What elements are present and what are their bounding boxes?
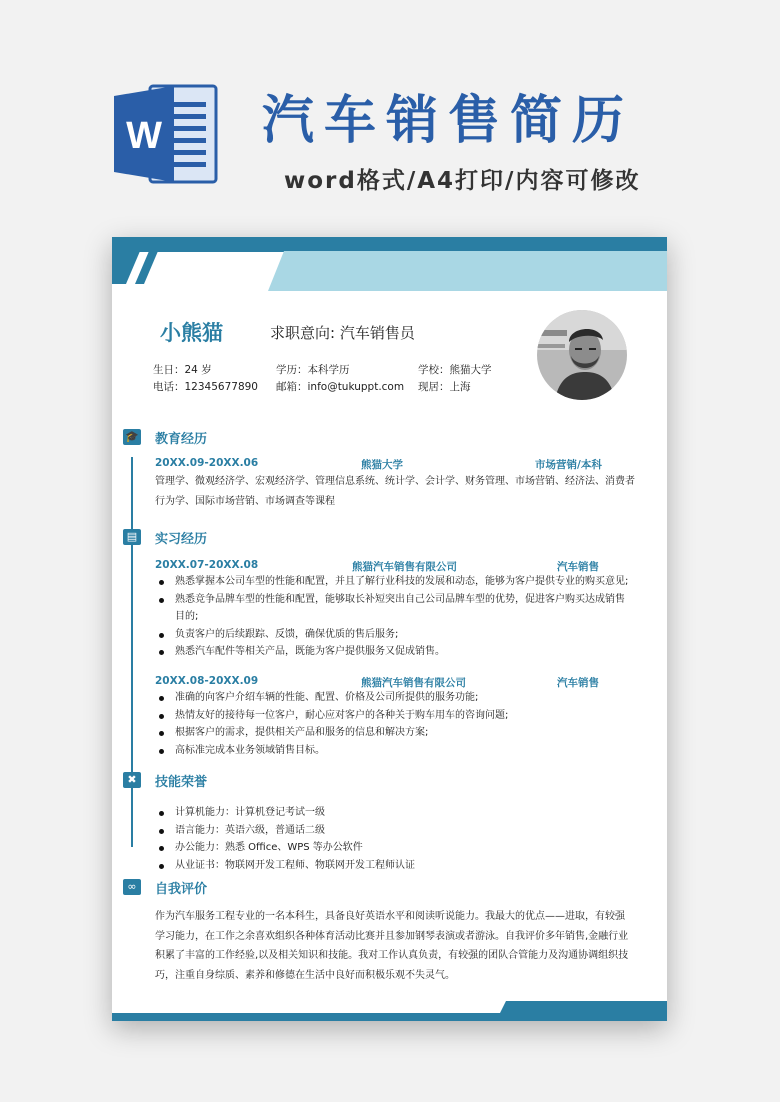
- graduation-cap-icon: 🎓: [123, 429, 141, 445]
- word-document-icon: [112, 80, 220, 188]
- list-item: 办公能力：熟悉 Office、WPS 等办公软件: [155, 839, 633, 857]
- list-item: 语言能力：英语六级，普通话二级: [155, 822, 633, 840]
- self-eval-text: 作为汽车服务工程专业的一名本科生，具备良好英语水平和阅读听说能力。我最大的优点——进取，有较强学习能力，在工作之余喜欢组织各种体育活动比赛并且参加钢琴表演或者游泳。自我评价多年销售,金融行业积累了丰富的工作经验,以及相关知识和技能。我对工作认真负责，有较强的团队合管能力及沟通协调组织技巧，注重自身综质、素养和修德在生活中良好而积极乐观不失灵气。: [155, 911, 629, 981]
- list-item: 负责客户的后续跟踪、反馈，确保优质的售后服务;: [155, 626, 633, 644]
- timeline-line: [131, 457, 133, 847]
- list-item: 计算机能力：计算机登记考试一级: [155, 804, 633, 822]
- education-section-title: 教育经历: [155, 432, 208, 447]
- school-info: 学校：熊猫大学: [418, 364, 492, 376]
- word-letter: W: [126, 115, 162, 157]
- tools-icon: ✖: [123, 772, 141, 788]
- education-school: 熊猫大学: [361, 459, 403, 471]
- list-item: 高标准完成本业务领域销售目标。: [155, 742, 633, 760]
- list-item: 熟悉汽车配件等相关产品，既能为客户提供服务又促成销售。: [155, 643, 633, 661]
- link-icon: ∞: [123, 879, 141, 895]
- job-role: 汽车销售: [557, 677, 599, 689]
- residence-info: 现居：上海: [418, 381, 471, 393]
- education-info: 学历：本科学历: [276, 364, 350, 376]
- education-major: 市场营销/本科: [535, 459, 602, 471]
- internship-section-title: 实习经历: [155, 532, 208, 547]
- resume-page: [112, 237, 667, 1021]
- banner-title: 汽车销售简历: [262, 91, 635, 151]
- birth-info: 生日：24 岁: [153, 364, 212, 376]
- job-period: 20XX.07-20XX.08: [155, 559, 259, 571]
- banner-subtitle: word格式/A4打印/内容可修改: [284, 168, 641, 194]
- list-item: 热情友好的接待每一位客户，耐心应对客户的各种关于购车用车的咨询问题;: [155, 707, 633, 725]
- phone-info: 电话：12345677890: [153, 381, 258, 393]
- briefcase-icon: ▤: [123, 529, 141, 545]
- job-intent: 求职意向: 汽车销售员: [270, 324, 415, 342]
- skills-section-title: 技能荣誉: [155, 775, 208, 790]
- email-info: 邮箱：info@tukuppt.com: [276, 381, 405, 393]
- avatar: [537, 310, 627, 400]
- education-period: 20XX.09-20XX.06: [155, 457, 259, 469]
- job-company: 熊猫汽车销售有限公司: [352, 561, 457, 573]
- job-period: 20XX.08-20XX.09: [155, 675, 259, 687]
- candidate-name: 小熊猫: [160, 321, 223, 345]
- self-eval-section-title: 自我评价: [155, 882, 208, 897]
- list-item: 准确的向客户介绍车辆的性能、配置、价格及公司所提供的服务功能;: [155, 689, 633, 707]
- list-item: 熟悉掌握本公司车型的性能和配置，并且了解行业科技的发展和动态，能够为客户提供专业的购买意见;: [155, 573, 633, 591]
- job-role: 汽车销售: [557, 561, 599, 573]
- top-decoration: [112, 237, 667, 297]
- skills-list: [155, 804, 633, 874]
- list-item: 从业证书：物联网开发工程师、物联网开发工程师认证: [155, 857, 633, 875]
- job-duties-list: [155, 689, 633, 759]
- list-item: 熟悉竞争品牌车型的性能和配置，能够取长补短突出自己公司品牌车型的优势，促进客户购买达成销售目的;: [155, 591, 633, 626]
- bottom-decoration: [112, 1001, 667, 1021]
- list-item: 根据客户的需求，提供相关产品和服务的信息和解决方案;: [155, 724, 633, 742]
- job-company: 熊猫汽车销售有限公司: [361, 677, 466, 689]
- education-courses: 管理学、微观经济学、宏观经济学、管理信息系统、统计学、会计学、财务管理、市场营销、经济法、消费者行为学、国际市场营销、市场调查等课程: [155, 476, 635, 507]
- job-duties-list: [155, 573, 633, 661]
